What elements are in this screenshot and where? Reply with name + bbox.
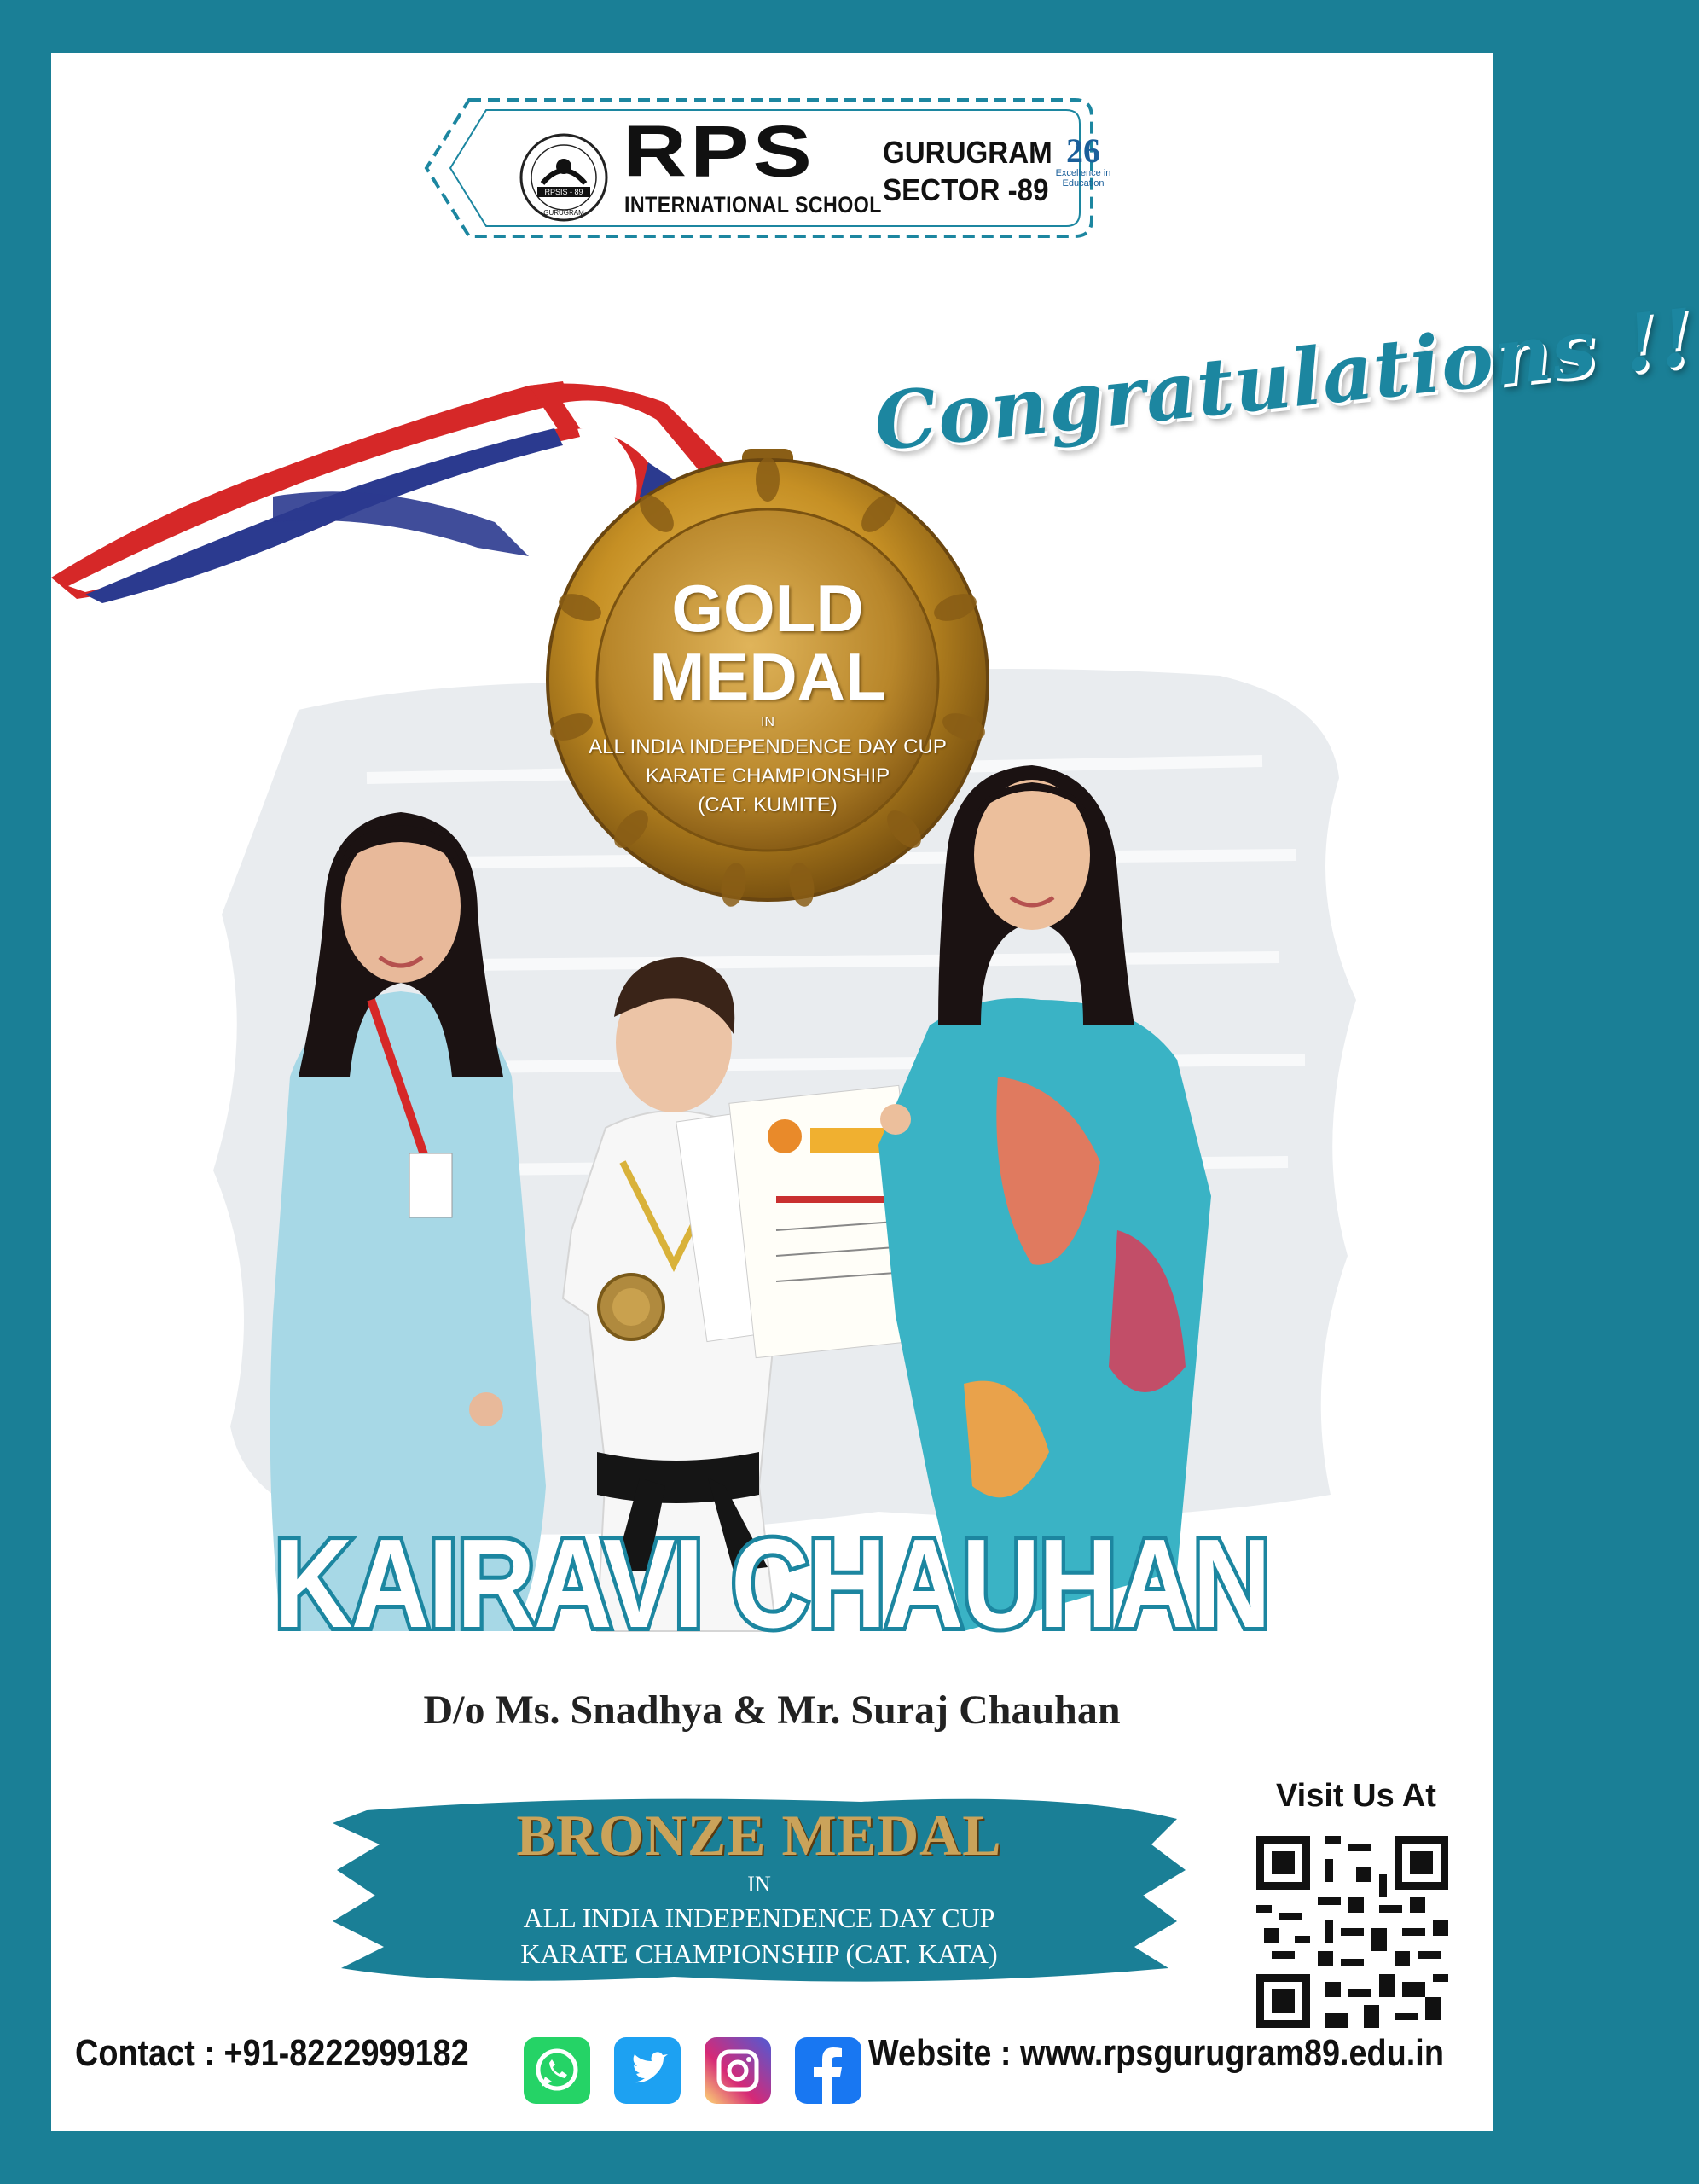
- emblem-bottom-text: GURUGRAM: [543, 209, 584, 217]
- whatsapp-icon[interactable]: [524, 2037, 590, 2104]
- gold-medal: [537, 445, 998, 906]
- instagram-icon[interactable]: [705, 2037, 771, 2104]
- teacher-left: [270, 812, 546, 1631]
- qr-code[interactable]: [1256, 1836, 1448, 2028]
- school-full-name: INTERNATIONAL SCHOOL: [624, 192, 882, 218]
- gold-medal-in: IN: [761, 715, 774, 729]
- city-label: GURUGRAM: [883, 135, 1052, 170]
- anniversary-number: 26: [1066, 131, 1100, 170]
- gold-medal-event-1: ALL INDIA INDEPENDENCE DAY CUP: [589, 735, 947, 758]
- school-location: [883, 134, 1052, 209]
- twitter-icon[interactable]: [614, 2037, 681, 2104]
- contact-phone: Contact : +91-8222999182: [75, 2032, 469, 2074]
- anniversary-badge: [1049, 131, 1117, 189]
- emblem-top-text: RPSIS - 89: [544, 188, 583, 196]
- bronze-medal-in: IN: [747, 1872, 771, 1896]
- visit-us-label: Visit Us At: [1276, 1778, 1436, 1814]
- student-name: KAIRAVI CHAUHAN: [274, 1513, 1270, 1654]
- gold-medal-title-2: MEDAL: [649, 639, 886, 714]
- poster-canvas: [51, 53, 1699, 2131]
- gold-medal-category: (CAT. KUMITE): [698, 793, 838, 816]
- school-emblem: [519, 132, 609, 223]
- facebook-icon[interactable]: [795, 2037, 861, 2104]
- school-short-name: RPS: [623, 111, 815, 193]
- sector-label: SECTOR -89: [883, 172, 1049, 207]
- bronze-medal-event-2: KARATE CHAMPIONSHIP (CAT. KATA): [520, 1938, 998, 1969]
- school-logo: [418, 83, 1117, 253]
- student-parents: D/o Ms. Snadhya & Mr. Suraj Chauhan: [423, 1687, 1121, 1733]
- bronze-medal-title: BRONZE MEDAL: [516, 1803, 1002, 1867]
- gold-medal-event-2: KARATE CHAMPIONSHIP: [645, 764, 890, 787]
- anniversary-text: Excellence in Education: [1055, 168, 1111, 189]
- bronze-medal-event-1: ALL INDIA INDEPENDENCE DAY CUP: [523, 1902, 995, 1933]
- gold-medal-title-1: GOLD: [671, 571, 864, 646]
- congratulations-heading: Congratulations !!: [870, 291, 1699, 469]
- website-link[interactable]: Website : www.rpsgurugram89.edu.in: [868, 2032, 1444, 2074]
